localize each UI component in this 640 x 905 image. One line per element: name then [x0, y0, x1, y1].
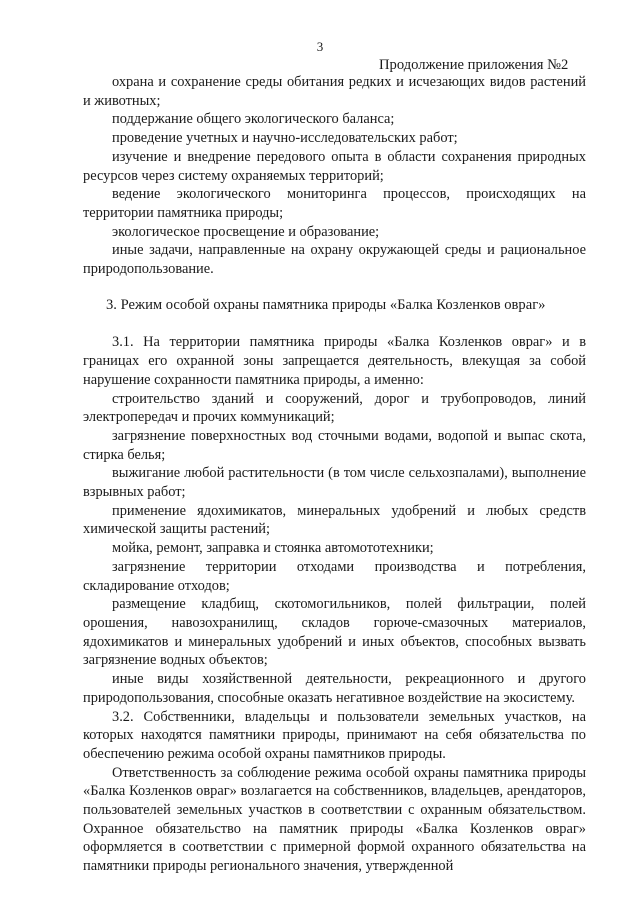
prohibited-item: иные виды хозяйственной деятельности, рекреационного и другого природопользования, способные оказать негативное воздействие на экосистему. [83, 671, 586, 706]
prohibited-item: размещение кладбищ, скотомогильников, полей фильтрации, полей орошения, навозохранилищ, складов горюче-смазочных материалов, ядохимикатов и минеральных удобрений и иных объектов, способных вызвать загрязнение водных объектов; [83, 596, 586, 669]
clause-3-1: 3.1. На территории памятника природы «Балка Козленков овраг» и в границах его охранной зоны запрещается деятельность, влекущая за собой нарушение сохранности памятника природы, а именно: [83, 334, 586, 388]
spacer [83, 314, 586, 333]
objective-item: экологическое просвещение и образование; [112, 223, 380, 240]
page-number: 3 [316, 39, 324, 54]
objective-item: иные задачи, направленные на охрану окружающей среды и рациональное природопользование. [83, 242, 586, 278]
responsibility-paragraph: Ответственность за соблюдение режима особой охраны памятника природы «Балка Козленков овраг» возлагается на собственников, владельцев, арендаторов, пользователей земельных участков в соответствии с охранным обязательством. Охранное обязательство на памятник природы «Балка Козленков овраг» оформляется в соответствии с примерной формой охранного обязательства на памятники природы регионального значения, утвержденной [83, 764, 586, 875]
objective-item: поддержание общего экологического баланса; [112, 111, 395, 128]
prohibited-item: применение ядохимикатов, минеральных удобрений и любых средств химической защиты растений; [83, 502, 586, 538]
objective-item: ведение экологического мониторинга процессов, происходящих на территории памятника природы; [83, 186, 586, 221]
prohibited-item: загрязнение территории отходами производства и потребления, складирование отходов; [83, 558, 586, 594]
prohibited-item: выжигание любой растительности (в том числе сельхозпалами), выполнение взрывных работ; [83, 465, 586, 501]
objective-item: охрана и сохранение среды обитания редких и исчезающих видов растений и животных; [83, 74, 586, 109]
objective-item: изучение и внедрение передового опыта в области сохранения природных ресурсов через систему охраняемых территорий; [83, 148, 586, 184]
prohibited-item: мойка, ремонт, заправка и стоянка автомототехники; [112, 540, 434, 557]
objective-item: проведение учетных и научно-исследовательских работ; [112, 130, 458, 147]
clause-3-2: 3.2. Собственники, владельцы и пользователи земельных участков, на которых находятся памятники природы, принимают на себя обязательства по обеспечению режима особой охраны памятников природы. [83, 708, 586, 762]
prohibited-item: строительство зданий и сооружений, дорог и трубопроводов, линий электропередач и прочих коммуникаций; [83, 390, 586, 426]
spacer [83, 279, 586, 296]
appendix-header: Продолжение приложения №2 [379, 57, 569, 73]
document-body [83, 73, 586, 876]
prohibited-item: загрязнение поверхностных вод сточными водами, водопой и выпас скота, стирка белья; [83, 427, 586, 463]
section-title: 3. Режим особой охраны памятника природы «Балка Козленков овраг» [106, 296, 546, 313]
